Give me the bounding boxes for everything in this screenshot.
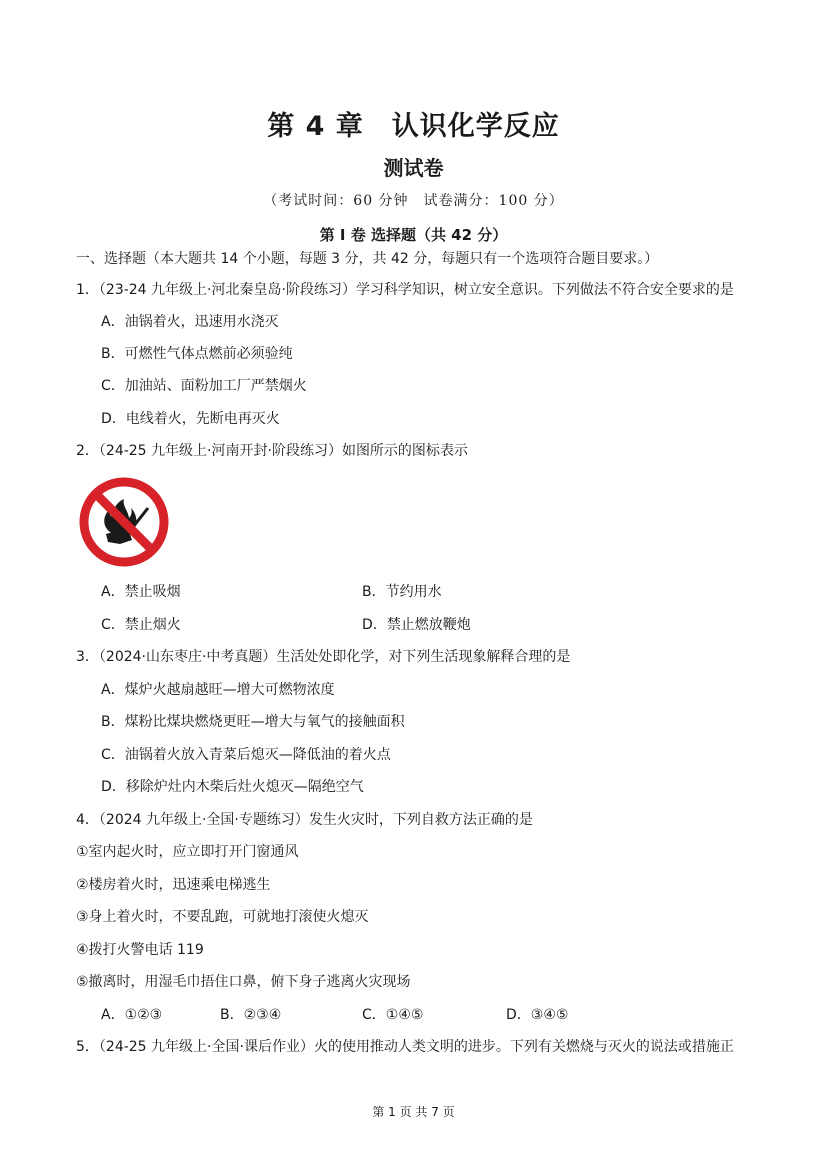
question-4-item-1: ①室内起火时，应立即打开门窗通风 [76, 844, 299, 860]
question-2-option-a: A．禁止吸烟 [101, 584, 181, 600]
question-3-option-c: C．油锅着火放入青菜后熄灭—降低油的着火点 [101, 747, 391, 763]
question-2-option-d: D．禁止燃放鞭炮 [362, 617, 471, 633]
question-4-item-3: ③身上着火时，不要乱跑，可就地打滚使火熄灭 [76, 909, 369, 925]
question-4-stem: 4．（2024 九年级上·全国·专题练习）发生火灾时，下列自救方法正确的是 [76, 812, 533, 828]
question-3-option-d: D．移除炉灶内木柴后灶火熄灭—隔绝空气 [101, 779, 364, 795]
question-5-stem: 5．（24-25 九年级上·全国·课后作业）火的使用推动人类文明的进步。下列有关燃烧与灭火的说法或措施正 [76, 1039, 734, 1055]
question-3-option-b: B．煤粉比煤块燃烧更旺—增大与氧气的接触面积 [101, 714, 405, 730]
question-1-option-d: D．电线着火，先断电再灭火 [101, 411, 280, 427]
question-3-stem: 3．（2024·山东枣庄·中考真题）生活处处即化学，对下列生活现象解释合理的是 [76, 649, 571, 665]
question-2-option-c: C．禁止烟火 [101, 617, 181, 633]
page-footer: 第 1 页 共 7 页 [372, 1105, 455, 1119]
page-title: 第 4 章 认识化学反应 [267, 111, 560, 142]
question-4-option-a: A．①②③ [101, 1007, 163, 1023]
instruction-text: 一、选择题（本大题共 14 个小题，每题 3 分，共 42 分，每题只有一个选项符合题目要求。） [76, 251, 659, 267]
question-3-option-a: A．煤炉火越扇越旺—增大可燃物浓度 [101, 682, 335, 698]
question-2-option-b: B．节约用水 [362, 584, 442, 600]
question-1-option-a: A．油锅着火，迅速用水浇灭 [101, 314, 279, 330]
question-4-option-d: D．③④⑤ [506, 1007, 569, 1023]
question-4-option-b: B．②③④ [220, 1007, 282, 1023]
question-1-option-b: B．可燃性气体点燃前必须验纯 [101, 346, 293, 362]
question-4-item-4: ④拨打火警电话 119 [76, 942, 204, 958]
question-4-item-2: ②楼房着火时，迅速乘电梯逃生 [76, 877, 271, 893]
question-1-stem: 1．（23-24 九年级上·河北秦皇岛·阶段练习）学习科学知识，树立安全意识。下列做法不符合安全要求的是 [76, 282, 734, 298]
section-title: 第 I 卷 选择题（共 42 分） [319, 226, 508, 244]
question-1-option-c: C．加油站、面粉加工厂严禁烟火 [101, 378, 307, 394]
exam-info: （考试时间：60 分钟 试卷满分：100 分） [263, 193, 564, 209]
question-4-item-5: ⑤撤离时，用湿毛巾捂住口鼻，俯下身子逃离火灾现场 [76, 974, 411, 990]
question-4-option-c: C．①④⑤ [362, 1007, 424, 1023]
page-subtitle: 测试卷 [383, 156, 444, 180]
question-2-stem: 2．（24-25 九年级上·河南开封·阶段练习）如图所示的图标表示 [76, 443, 468, 459]
no-fire-icon [76, 474, 172, 570]
